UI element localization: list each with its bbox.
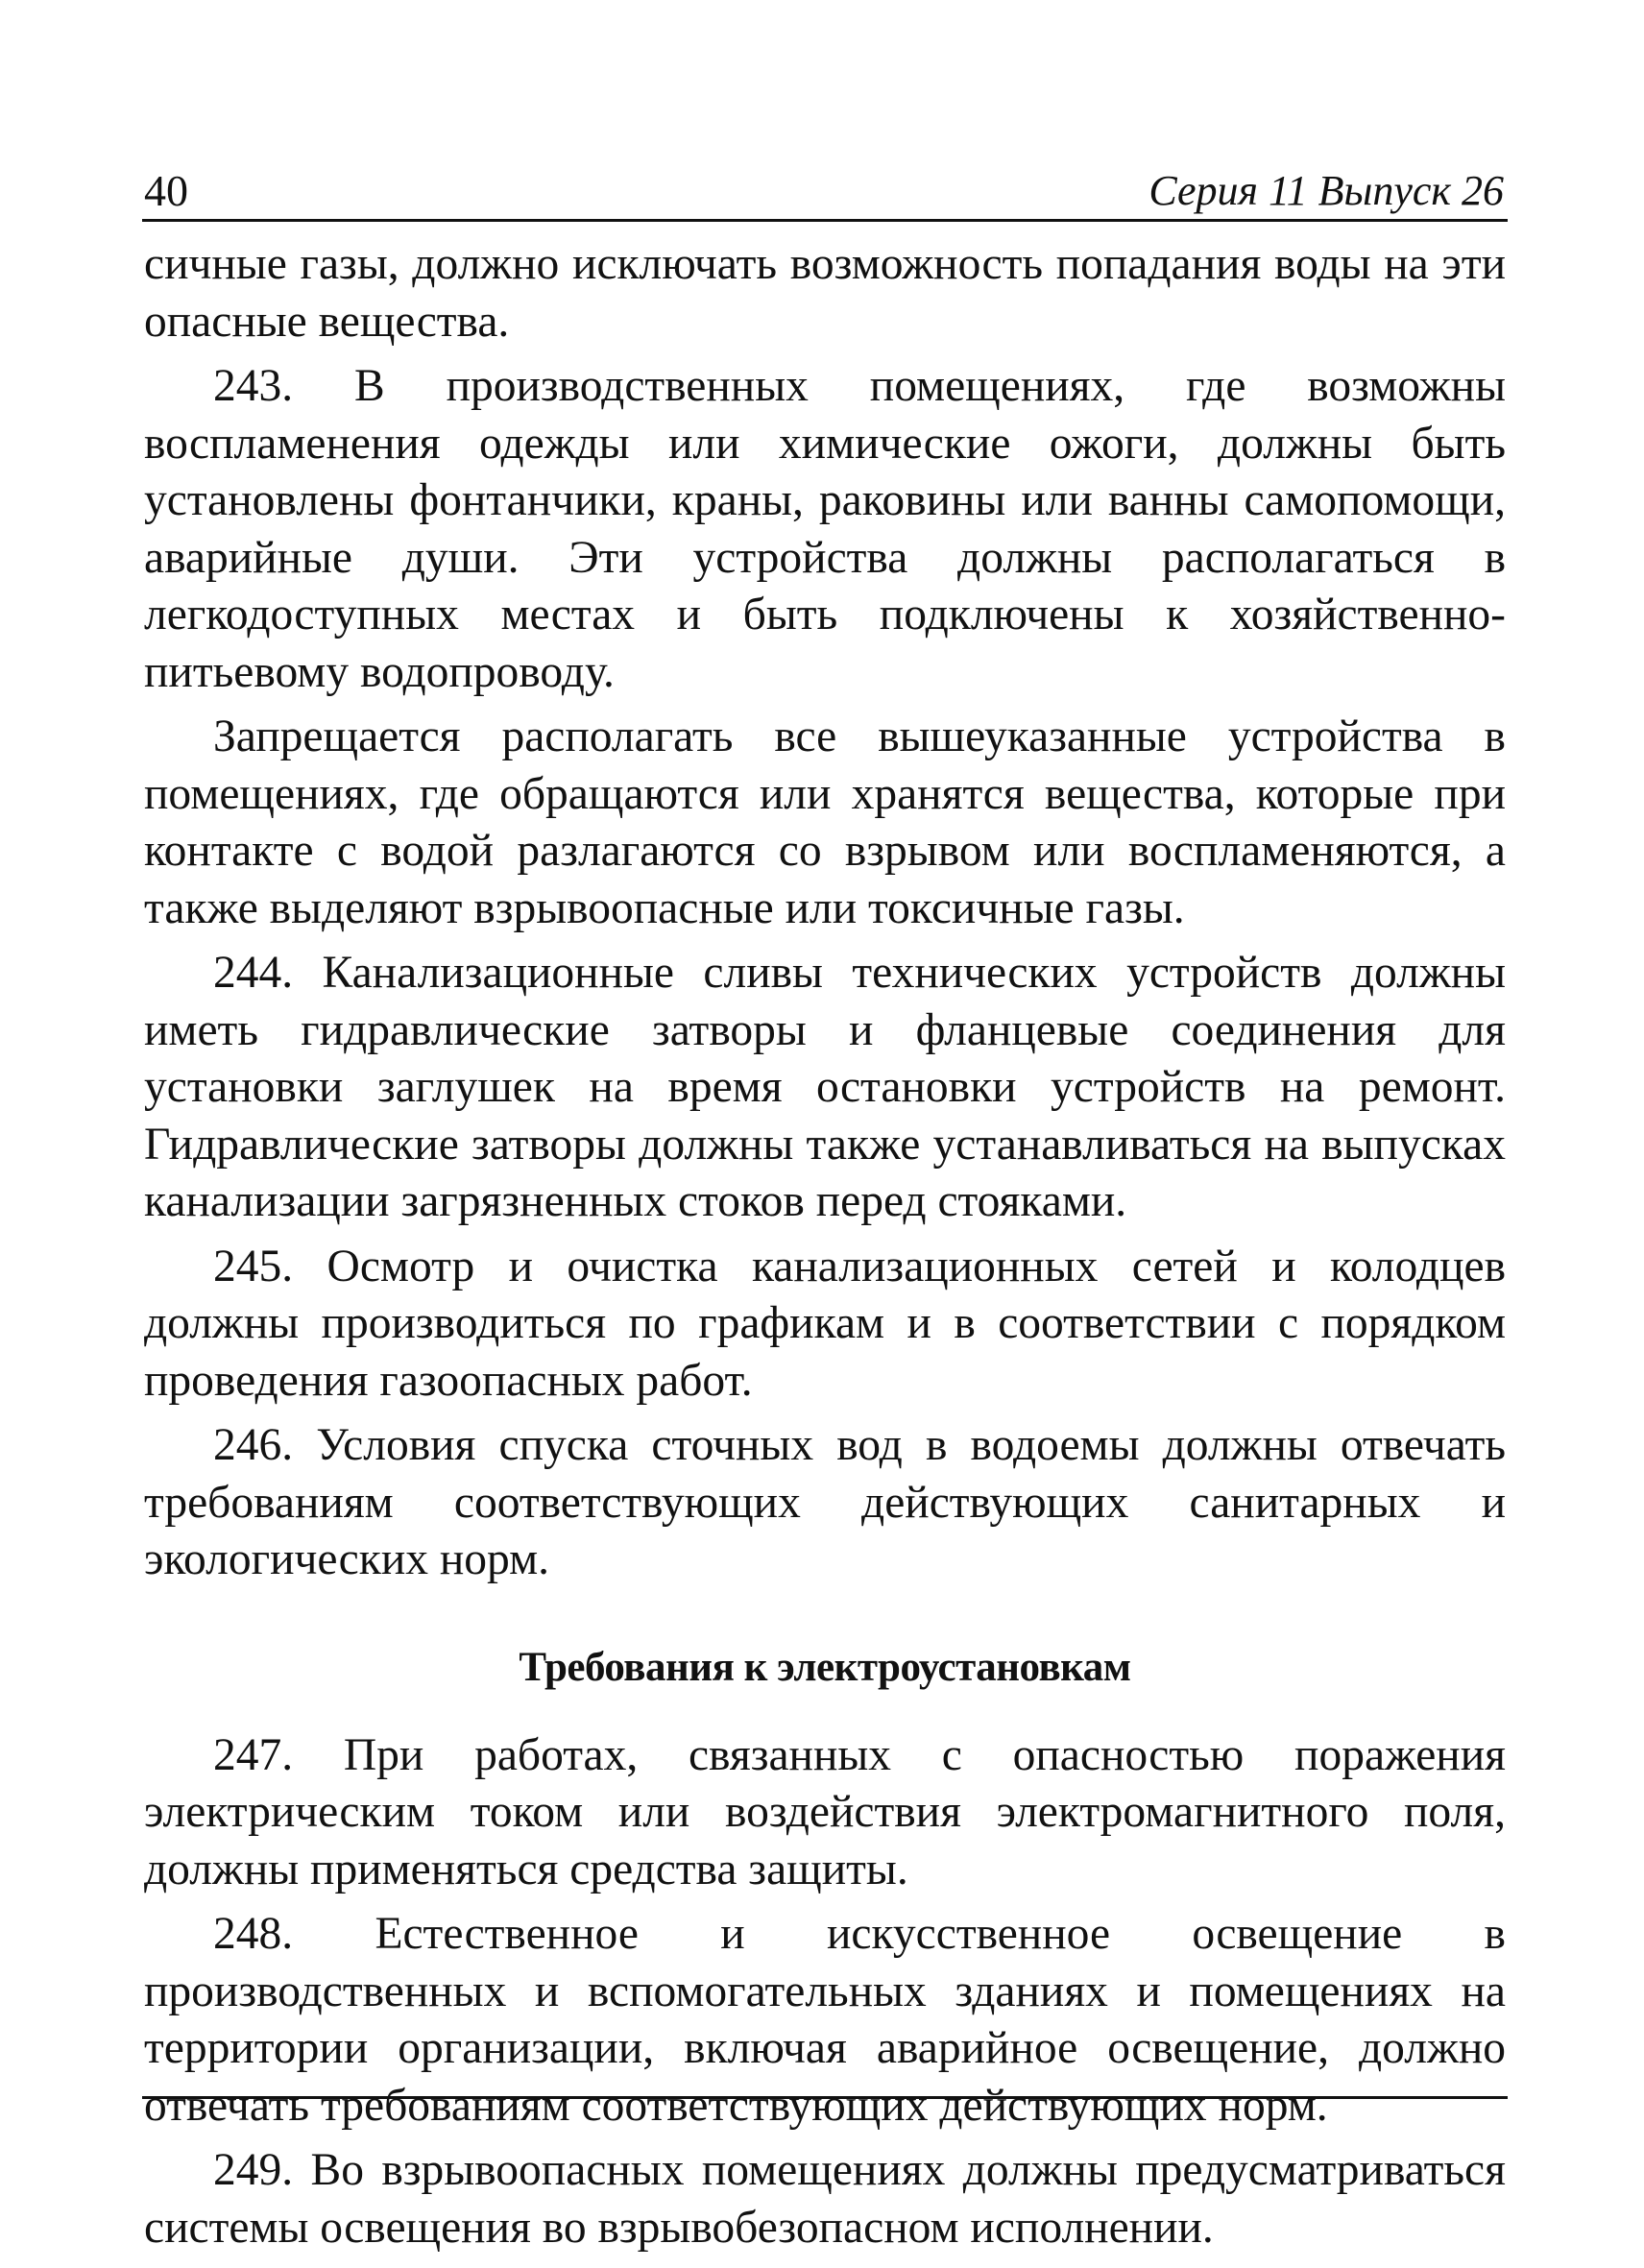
paragraph-247: 247. При работах, связанных с опасностью поражения электрическим током или воздействия электромагнитного поля, должны применяться средства защиты. <box>144 1729 1506 1894</box>
page-number: 40 <box>144 166 188 215</box>
footer-rule <box>142 2096 1508 2099</box>
body-text <box>144 236 1506 2264</box>
series-title: Серия 11 Выпуск 26 <box>1148 167 1504 214</box>
paragraph-248: 248. Естественное и искусственное освещение в производственных и вспомогательных зданиях и помещениях на территории организации, включая аварийное освещение, должно отвечать требованиям соответствующих действующих норм. <box>144 1909 1506 2131</box>
paragraph-244: 244. Канализационные сливы технических устройств должны иметь гидравлические затворы и фланцевые соединения для установки заглушек на время остановки устройств на ремонт. Гидравлические затворы должны также устанавливаться на выпусках канализации загрязненных стоков перед стояками. <box>144 948 1506 1226</box>
section-heading: Требования к электроустановкам <box>519 1644 1131 1690</box>
page-header <box>142 152 1508 222</box>
paragraph-245: 245. Осмотр и очистка канализационных сетей и колодцев должны производиться по графикам и в соответствии с порядком проведения газоопасных работ. <box>144 1241 1506 1406</box>
paragraph-249: 249. Во взрывоопасных помещениях должны предусматриваться системы освещения во взрывобезопасном исполнении. <box>144 2145 1506 2253</box>
paragraph-243: 243. В производственных помещениях, где возможны воспламенения одежды или химические ожоги, должны быть установлены фонтанчики, краны, раковины или ванны самопомощи, аварийные души. Эти устройства должны располагаться в легкодоступных местах и быть подключены к хозяйственно-питьевому водопроводу. <box>144 361 1506 697</box>
paragraph-continuation: сичные газы, должно исключать возможность попадания воды на эти опасные вещества. <box>144 239 1506 347</box>
paragraph-246: 246. Условия спуска сточных вод в водоемы должны отвечать требованиям соответствующих действующих санитарных и экологических норм. <box>144 1420 1506 1584</box>
paragraph-243-prohibition: Запрещается располагать все вышеуказанные устройства в помещениях, где обращаются или хранятся вещества, которые при контакте с водой разлагаются со взрывом или воспламеняются, а также выделяют взрывоопасные или токсичные газы. <box>144 712 1506 933</box>
